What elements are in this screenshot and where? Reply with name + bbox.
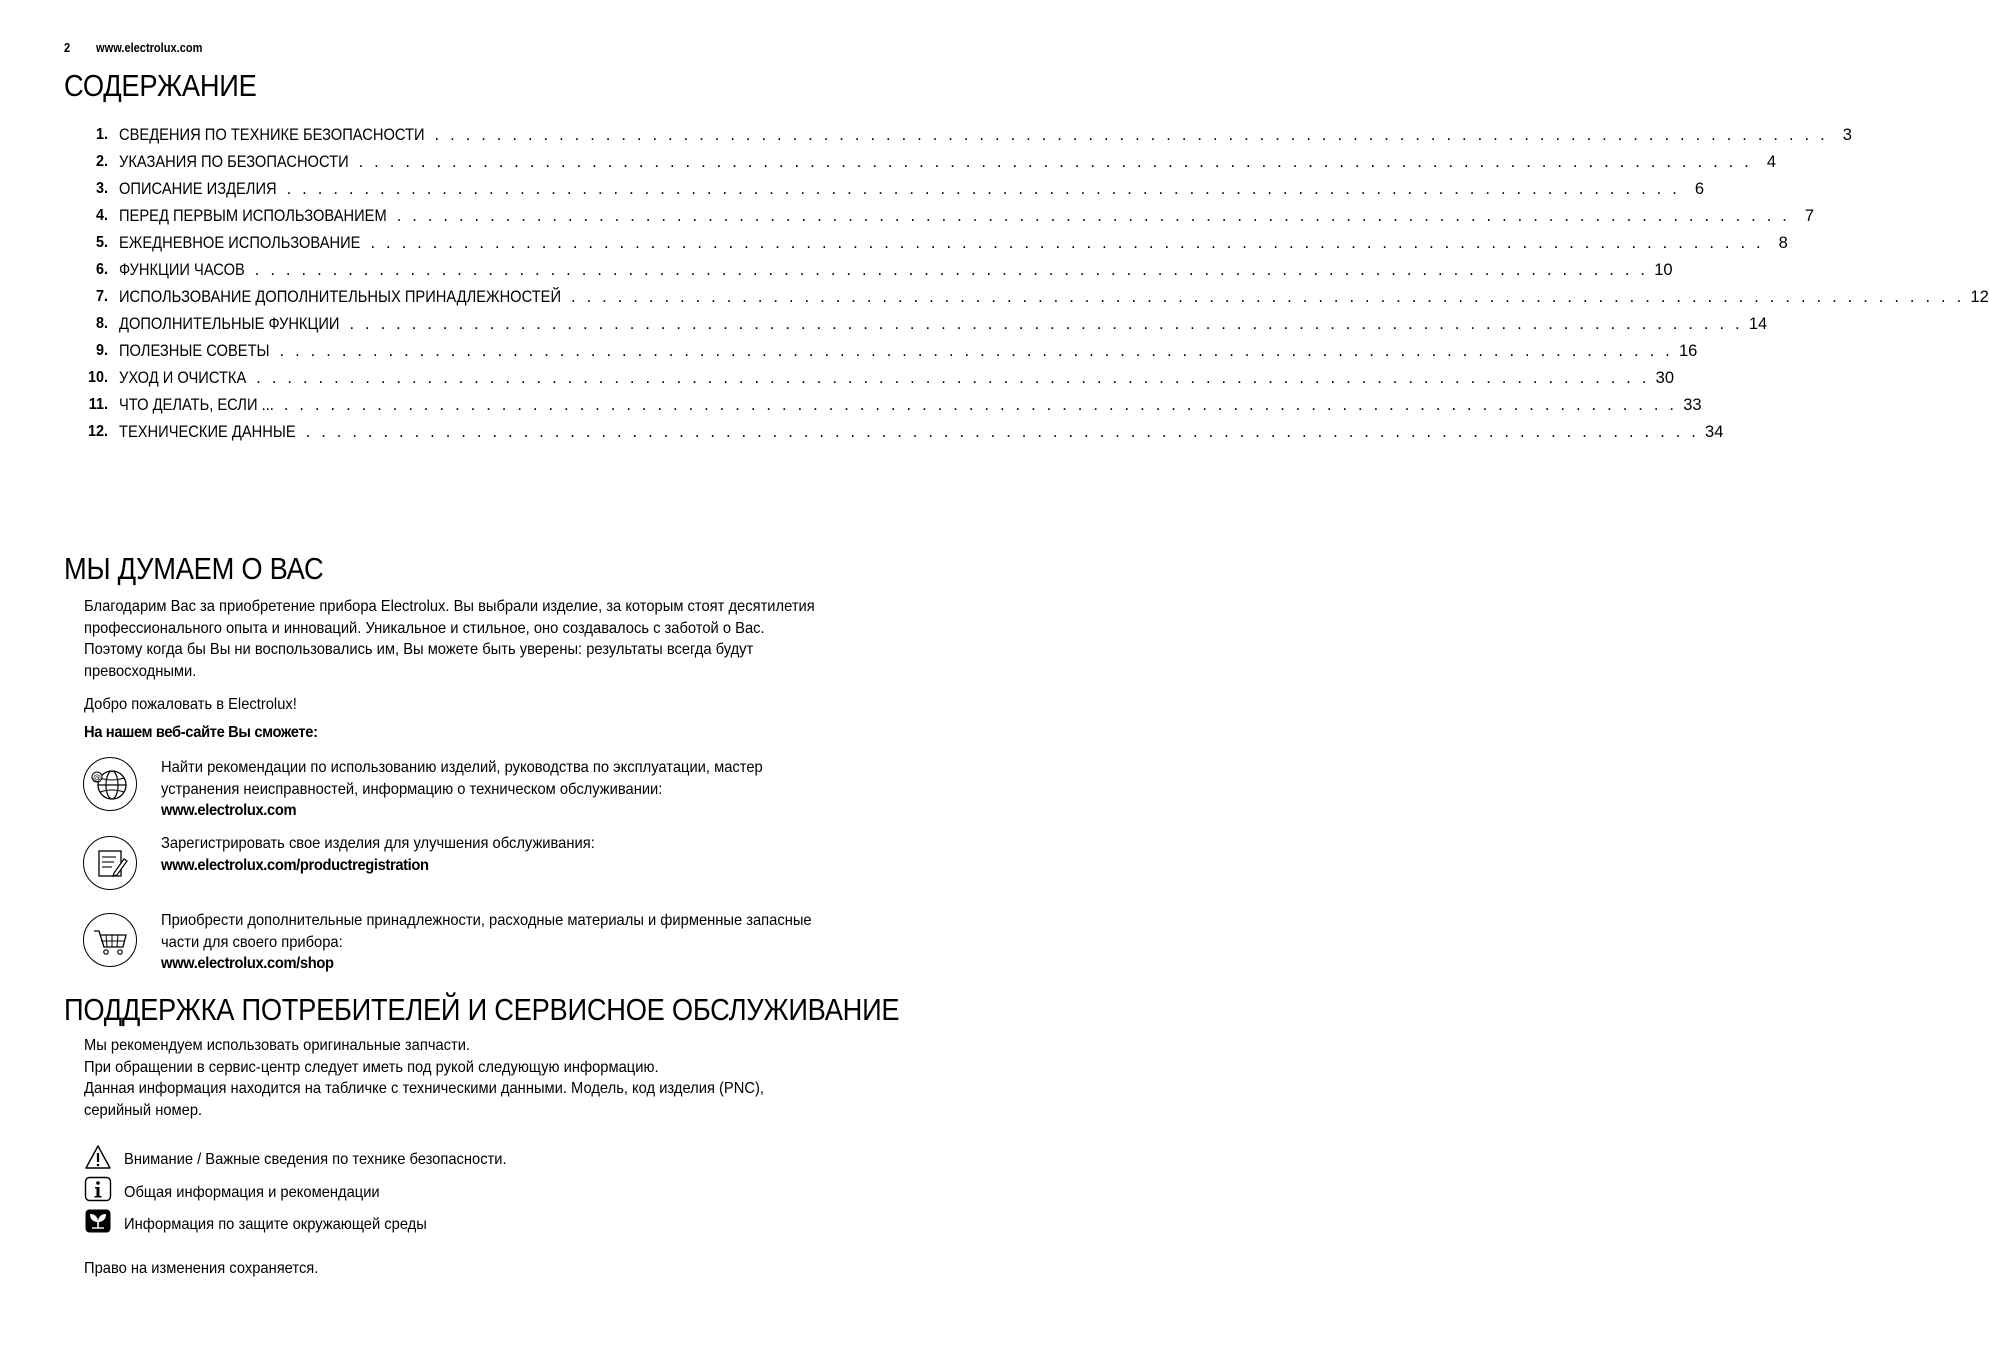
toc-item[interactable] [84, 288, 1989, 315]
intro-line: превосходными. [84, 662, 197, 680]
web-item-manuals [161, 757, 901, 822]
toc-leader-dots: . . . . . . . . . . . . . . . . . . . . . . . . . . . . . . . . . . . . . . . . . . . . . . . . . . . . . . . . . . . . . . . . . . . . . . . . . . . . . . . . . . . . . . . . . . [571, 288, 1965, 306]
toc-item-title: ЧТО ДЕЛАТЬ, ЕСЛИ ... [119, 396, 274, 414]
toc-item-number: 3. [95, 180, 108, 197]
shopping-cart-icon [83, 913, 137, 967]
website-heading: На нашем веб-сайте Вы сможете: [84, 724, 318, 741]
toc-item[interactable] [84, 153, 1776, 180]
toc-item-number: 10. [87, 369, 108, 386]
toc-item[interactable] [84, 396, 1702, 423]
website-link[interactable]: www.electrolux.com [161, 802, 297, 819]
toc-leader-dots: . . . . . . . . . . . . . . . . . . . . . . . . . . . . . . . . . . . . . . . . . . . . . . . . . . . . . . . . . . . . . . . . . . . . . . . . . . . . . . . . . . . . . . . . . . [286, 180, 1680, 198]
toc-item-title: ФУНКЦИИ ЧАСОВ [119, 261, 245, 279]
support-line: При обращении в сервис-центр следует иметь под рукой следующую информацию. [84, 1058, 659, 1076]
toc-item-title: ПОЛЕЗНЫЕ СОВЕТЫ [119, 342, 270, 360]
toc-item-title: ИСПОЛЬЗОВАНИЕ ДОПОЛНИТЕЛЬНЫХ ПРИНАДЛЕЖНОСТЕЙ [119, 288, 562, 306]
web-item-shop [161, 910, 901, 975]
toc-leader-dots: . . . . . . . . . . . . . . . . . . . . . . . . . . . . . . . . . . . . . . . . . . . . . . . . . . . . . . . . . . . . . . . . . . . . . . . . . . . . . . . . . . . . . . . . . . [283, 396, 1678, 414]
support-line: серийный номер. [84, 1101, 203, 1119]
web-item-text: Найти рекомендации по использованию изделий, руководства по эксплуатации, мастер [161, 759, 763, 776]
toc-item-title: ПЕРЕД ПЕРВЫМ ИСПОЛЬЗОВАНИЕМ [119, 207, 387, 225]
toc-item-title: ОПИСАНИЕ ИЗДЕЛИЯ [119, 180, 277, 198]
toc-item-page: 34 [1705, 423, 1724, 441]
toc-item[interactable] [84, 423, 1724, 450]
legend-info-text: Общая информация и рекомендации [124, 1184, 380, 1201]
toc-item-page: 7 [1804, 207, 1815, 225]
toc-leader-dots: . . . . . . . . . . . . . . . . . . . . . . . . . . . . . . . . . . . . . . . . . . . . . . . . . . . . . . . . . . . . . . . . . . . . . . . . . . . . . . . . . . . . . . . . . . [434, 126, 1828, 144]
toc-item-page: 16 [1678, 342, 1698, 360]
toc-item[interactable] [84, 342, 1698, 369]
toc-item-number: 9. [95, 342, 108, 359]
toc-leader-dots: . . . . . . . . . . . . . . . . . . . . . . . . . . . . . . . . . . . . . . . . . . . . . . . . . . . . . . . . . . . . . . . . . . . . . . . . . . . . . . . . . . . . . . . . . . [305, 423, 1700, 441]
toc-item-number: 11. [88, 396, 108, 413]
about-title: МЫ ДУМАЕМ О ВАС [64, 551, 324, 586]
toc-item-title: УХОД И ОЧИСТКА [119, 369, 247, 387]
toc-title: СОДЕРЖАНИЕ [64, 68, 257, 103]
support-line: Мы рекомендуем использовать оригинальные запчасти. [84, 1037, 471, 1054]
toc-leader-dots: . . . . . . . . . . . . . . . . . . . . . . . . . . . . . . . . . . . . . . . . . . . . . . . . . . . . . . . . . . . . . . . . . . . . . . . . . . . . . . . . . . . . . . . . . . [396, 207, 1791, 225]
toc-item[interactable] [84, 315, 1768, 342]
info-icon [84, 1176, 111, 1201]
toc-item-page: 6 [1694, 180, 1704, 198]
legend-warning-text: Внимание / Важные сведения по технике безопасности. [124, 1151, 507, 1168]
web-item-text: устранения неисправностей, информацию о техническом обслуживании: [161, 780, 663, 798]
toc-leader-dots: . . . . . . . . . . . . . . . . . . . . . . . . . . . . . . . . . . . . . . . . . . . . . . . . . . . . . . . . . . . . . . . . . . . . . . . . . . . . . . . . . . . . . . . . . . [349, 315, 1743, 333]
toc-item[interactable] [84, 180, 1704, 207]
toc-item-title: ЕЖЕДНЕВНОЕ ИСПОЛЬЗОВАНИЕ [119, 234, 361, 252]
warning-icon [84, 1144, 111, 1169]
web-item-text: Зарегистрировать свое изделия для улучшения обслуживания: [161, 835, 595, 852]
toc-item-title: ТЕХНИЧЕСКИЕ ДАННЫЕ [119, 423, 296, 441]
toc-item-number: 8. [95, 315, 108, 332]
toc-item-page: 10 [1654, 261, 1673, 279]
toc-item-page: 4 [1766, 153, 1776, 171]
table-of-contents [84, 126, 1989, 450]
support-title: ПОДДЕРЖКА ПОТРЕБИТЕЛЕЙ И СЕРВИСНОЕ ОБСЛУЖИВАНИЕ [64, 992, 900, 1027]
web-item-text: Приобрести дополнительные принадлежности, расходные материалы и фирменные запасные [161, 912, 812, 929]
toc-item[interactable] [84, 369, 1675, 396]
welcome-text: Добро пожаловать в Electrolux! [84, 696, 297, 713]
toc-item-title: СВЕДЕНИЯ ПО ТЕХНИКЕ БЕЗОПАСНОСТИ [119, 126, 425, 144]
toc-leader-dots: . . . . . . . . . . . . . . . . . . . . . . . . . . . . . . . . . . . . . . . . . . . . . . . . . . . . . . . . . . . . . . . . . . . . . . . . . . . . . . . . . . . . . . . . . . [358, 153, 1752, 171]
about-intro [84, 596, 914, 682]
toc-leader-dots: . . . . . . . . . . . . . . . . . . . . . . . . . . . . . . . . . . . . . . . . . . . . . . . . . . . . . . . . . . . . . . . . . . . . . . . . . . . . . . . . . . . . . . . . . . [256, 369, 1650, 387]
environment-icon [84, 1208, 111, 1233]
support-text [84, 1035, 914, 1121]
toc-item-title: УКАЗАНИЯ ПО БЕЗОПАСНОСТИ [119, 153, 349, 171]
toc-item-page: 14 [1748, 315, 1768, 333]
intro-line: профессионального опыта и инноваций. Уникальное и стильное, оно создавалось с заботой о Вас. [84, 619, 765, 637]
footer-note: Право на изменения сохраняется. [84, 1260, 319, 1277]
toc-item[interactable] [84, 234, 1788, 261]
toc-item-title: ДОПОЛНИТЕЛЬНЫЕ ФУНКЦИИ [119, 315, 340, 333]
toc-item-page: 12 [1970, 288, 1989, 306]
toc-item-page: 30 [1655, 369, 1675, 387]
svg-text:@: @ [93, 773, 101, 782]
intro-line: Поэтому когда бы Вы ни воспользовались им, Вы можете быть уверены: результаты всегда будут [84, 641, 754, 658]
shop-link[interactable]: www.electrolux.com/shop [161, 955, 334, 972]
support-line: Данная информация находится на табличке с техническими данными. Модель, код изделия (PNC), [84, 1080, 764, 1097]
header-site-link[interactable]: www.electrolux.com [96, 40, 203, 55]
toc-leader-dots: . . . . . . . . . . . . . . . . . . . . . . . . . . . . . . . . . . . . . . . . . . . . . . . . . . . . . . . . . . . . . . . . . . . . . . . . . . . . . . . . . . . . . . . . . . [254, 261, 1649, 279]
registration-icon [83, 836, 137, 890]
toc-item[interactable] [84, 207, 1815, 234]
registration-link[interactable]: www.electrolux.com/productregistration [161, 856, 429, 874]
globe-icon [83, 757, 137, 811]
toc-item[interactable] [84, 126, 1852, 153]
page-number: 2 [64, 40, 71, 55]
toc-item-number: 6. [95, 261, 108, 278]
toc-item-number: 7. [95, 288, 108, 305]
web-item-text: части для своего прибора: [161, 933, 343, 951]
toc-item-number: 2. [95, 153, 108, 170]
toc-item-page: 33 [1683, 396, 1702, 414]
toc-item[interactable] [84, 261, 1673, 288]
toc-item-number: 1. [95, 126, 108, 143]
toc-item-number: 12. [87, 423, 108, 440]
toc-item-page: 3 [1842, 126, 1852, 144]
toc-leader-dots: . . . . . . . . . . . . . . . . . . . . . . . . . . . . . . . . . . . . . . . . . . . . . . . . . . . . . . . . . . . . . . . . . . . . . . . . . . . . . . . . . . . . . . . . . . [370, 234, 1764, 252]
toc-item-number: 4. [95, 207, 108, 224]
legend-environment-text: Информация по защите окружающей среды [124, 1216, 427, 1233]
toc-leader-dots: . . . . . . . . . . . . . . . . . . . . . . . . . . . . . . . . . . . . . . . . . . . . . . . . . . . . . . . . . . . . . . . . . . . . . . . . . . . . . . . . . . . . . . . . . . [279, 342, 1673, 360]
web-item-registration [161, 833, 901, 876]
toc-item-number: 5. [95, 234, 108, 251]
intro-line: Благодарим Вас за приобретение прибора Electrolux. Вы выбрали изделие, за которым стоят десятилетия [84, 598, 815, 615]
toc-item-page: 8 [1778, 234, 1788, 252]
